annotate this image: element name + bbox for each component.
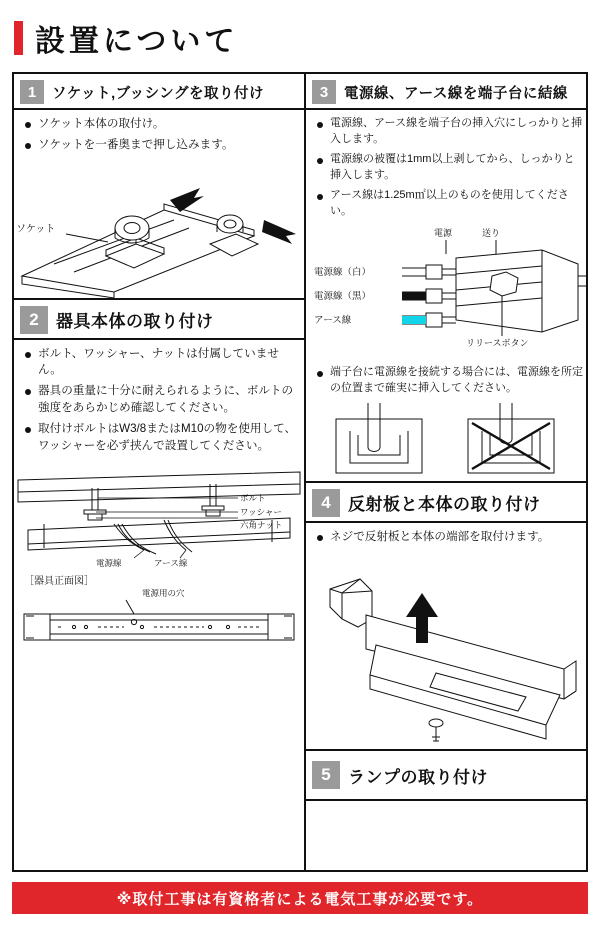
figure-label: 電源線 [96, 558, 122, 569]
list-item: ソケットを一番奥まで押し込みます。 [24, 137, 300, 154]
figure-label: 送り [482, 227, 501, 238]
socket-install-diagram [14, 158, 304, 298]
figure-label: アース線 [154, 558, 188, 569]
list-item: 電源線、アース線を端子台の挿入穴にしっかりと挿入します。 [316, 116, 584, 148]
figure-label: ワッシャー [240, 507, 282, 518]
step-4-figure [306, 549, 588, 749]
figure-label: 電源線（白） [314, 266, 372, 278]
step-2 [14, 300, 304, 671]
step-3-bullets [316, 116, 584, 220]
step-1-title: ソケット,ブッシングを取り付け [52, 85, 264, 102]
step-2-title: 器具本体の取り付け [56, 312, 214, 332]
instruction-frame [12, 72, 588, 872]
step-2-figure-mount [14, 458, 304, 570]
figure-label: 電源用の穴 [142, 588, 185, 599]
step-2-header [14, 300, 304, 338]
step-1-bullets [24, 116, 300, 154]
divider [14, 108, 304, 110]
step-4-title: 反射板と本体の取り付け [348, 495, 541, 514]
right-column [306, 74, 588, 870]
step-2-number: 2 [20, 306, 48, 334]
figure-label: 電源 [434, 227, 453, 238]
step-4-number: 4 [312, 489, 340, 517]
step-1-figure [14, 158, 304, 298]
figure-label: ［器具正面図］ [24, 576, 94, 588]
figure-label: アース線 [314, 314, 352, 326]
step-2-bullets [24, 346, 300, 455]
step-1-number: 1 [20, 80, 44, 104]
left-column [14, 74, 306, 870]
divider [14, 338, 304, 340]
step-1 [14, 74, 304, 298]
figure-label: 電源線（黒） [314, 290, 372, 302]
step-4-header [306, 483, 588, 521]
step-3-header [306, 74, 588, 108]
step-5-title: ランプの取り付け [348, 767, 488, 787]
divider [306, 108, 588, 110]
list-item: アース線は1.25m㎡以上のものを使用してください。 [316, 188, 584, 220]
earth-wire [402, 316, 426, 324]
figure-label: リリースボタン [466, 337, 529, 348]
reflector-attach-diagram [306, 549, 586, 749]
wire-insertion-ok-ng-diagram [306, 401, 586, 481]
title-accent-bar [14, 21, 23, 55]
step-5-header [306, 751, 588, 799]
list-item: 取付けボルトはW3/8またはM10の物を使用して、ワッシャーを必ず挟んで設置してください。 [24, 421, 300, 455]
fixture-front-view-diagram [14, 570, 304, 670]
step-5-number: 5 [312, 761, 340, 789]
figure-label: ソケット [16, 223, 56, 235]
figure-label: 六角ナット [240, 520, 283, 531]
step-4-bullets [316, 529, 584, 546]
terminal-block-wiring-diagram [306, 224, 586, 359]
footer-notice [12, 882, 588, 914]
step-3 [306, 74, 588, 481]
step-3-title: 電源線、アース線を端子台に結線 [344, 85, 568, 102]
figure-label: ボルト [240, 493, 266, 504]
list-item: ソケット本体の取付け。 [24, 116, 300, 133]
footer-notice-text: ※取付工事は有資格者による電気工事が必要です。 [116, 890, 484, 908]
divider [306, 799, 588, 801]
divider [306, 521, 588, 523]
black-wire [402, 292, 426, 300]
list-item: 端子台に電源線を接続する場合には、電源線を所定の位置まで確実に挿入してください。 [316, 365, 584, 397]
page-title-text: 設置について [35, 25, 239, 58]
list-item: ネジで反射板と本体の端部を取付けます。 [316, 529, 584, 546]
list-item: 器具の重量に十分に耐えられるように、ボルトの強度をあらかじめ確認してください。 [24, 383, 300, 417]
page-title [0, 0, 600, 70]
list-item: ボルト、ワッシャー、ナットは付属していません。 [24, 346, 300, 380]
step-3-figure-terminal [306, 224, 588, 359]
step-1-header [14, 74, 304, 108]
step-5 [306, 751, 588, 801]
step-4 [306, 483, 588, 750]
ceiling-mount-diagram [14, 458, 304, 570]
list-item: 電源線の被覆は1mm以上剥してから、しっかりと挿入します。 [316, 152, 584, 184]
step-2-figure-frontview [14, 570, 304, 670]
step-3-bullets-after [316, 365, 584, 397]
step-3-figure-insertion [306, 401, 588, 481]
step-3-number: 3 [312, 80, 336, 104]
